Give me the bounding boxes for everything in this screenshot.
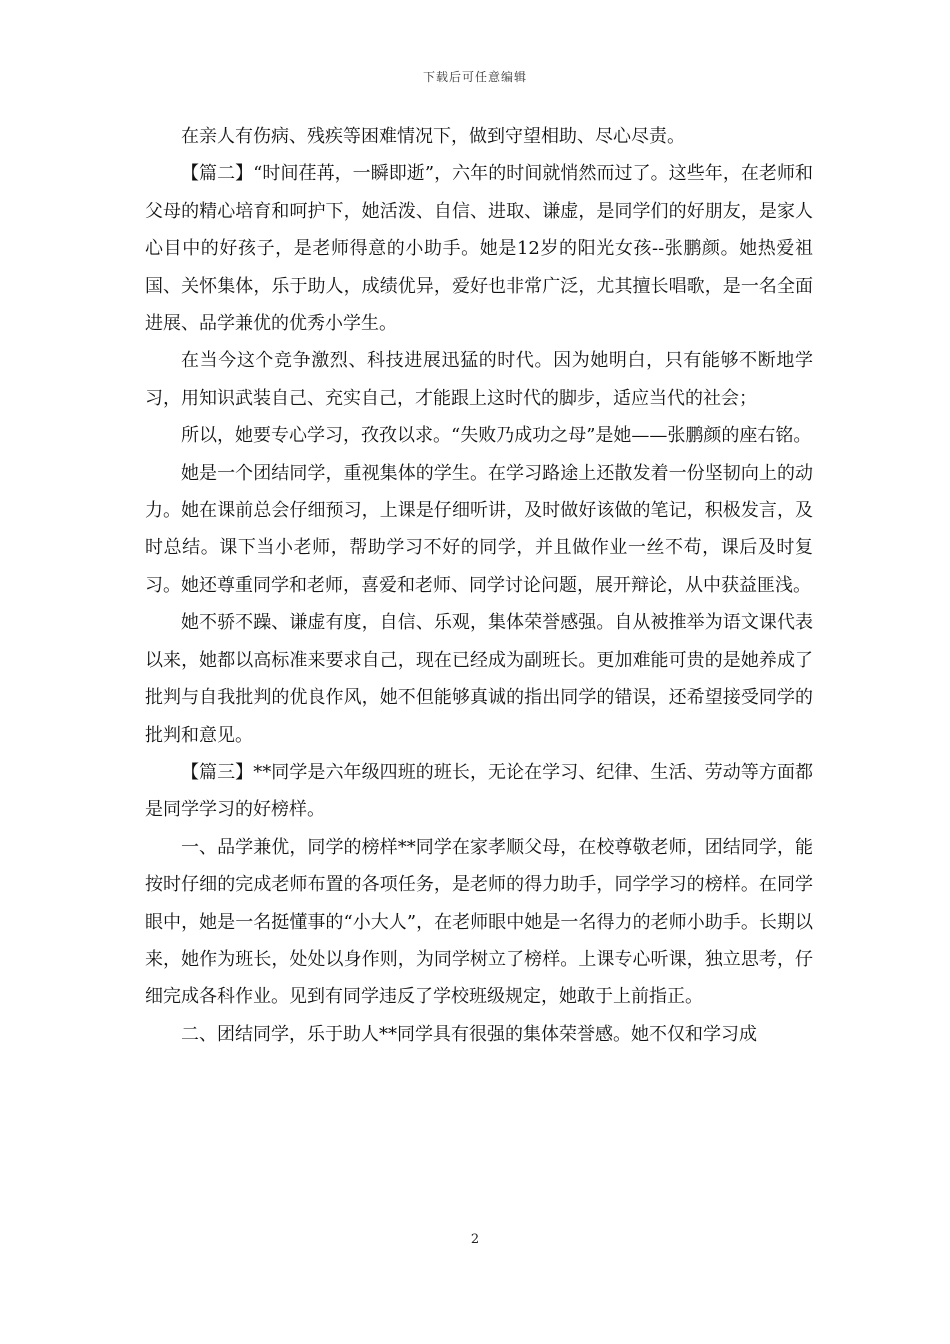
paragraph: 一、品学兼优，同学的榜样**同学在家孝顺父母，在校尊敬老师，团结同学，能按时仔细的完成老师布置的各项任务，是老师的得力助手，同学学习的榜样。在同学眼中，她是一名挺懂事的“小大人”，在老师眼中她是一名得力的老师小助手。长期以来，她作为班长，处处以身作则，为同学树立了榜样。上课专心听课，独立思考，仔细完成各科作业。见到有同学违反了学校班级规定，她敢于上前指正。 <box>145 836 813 1008</box>
paragraph: 【篇三】**同学是六年级四班的班长，无论在学习、纪律、生活、劳动等方面都是同学学习的好榜样。 <box>145 761 813 821</box>
body-text <box>145 118 813 1053</box>
running-header: 下载后可任意编辑 <box>422 70 527 84</box>
paragraph: 在亲人有伤病、残疾等困难情况下，做到守望相助、尽心尽责。 <box>181 126 685 147</box>
paragraph: 她是一个团结同学，重视集体的学生。在学习路途上还散发着一份坚韧向上的动力。她在课前总会仔细预习，上课是仔细听讲，及时做好该做的笔记，积极发言，及时总结。课下当小老师，帮助学习不好的同学，并且做作业一丝不苟，课后及时复习。她还尊重同学和老师，喜爱和老师、同学讨论问题，展开辩论，从中获益匪浅。 <box>145 462 813 596</box>
paragraph: 她不骄不躁、谦虚有度，自信、乐观，集体荣誉感强。自从被推举为语文课代表以来，她都以高标准来要求自己，现在已经成为副班长。更加难能可贵的是她养成了批判与自我批判的优良作风，她不但能够真诚的指出同学的错误，还希望接受同学的批判和意见。 <box>145 612 813 746</box>
page-number: 2 <box>470 1232 480 1247</box>
paragraph: 在当今这个竞争激烈、科技进展迅猛的时代。因为她明白，只有能够不断地学习，用知识武装自己、充实自己，才能跟上这时代的脚步，适应当代的社会； <box>145 350 813 409</box>
paragraph: 【篇二】“时间荏苒，一瞬即逝”，六年的时间就悄然而过了。这些年，在老师和父母的精心培育和呵护下，她活泼、自信、进取、谦虚，是同学们的好朋友，是家人心目中的好孩子，是老师得意的小助手。她是12岁的阳光女孩--张鹏颜。她热爱祖国、关怀集体，乐于助人，成绩优异，爱好也非常广泛，尤其擅长唱歌，是一名全面进展、品学兼优的优秀小学生。 <box>145 163 813 335</box>
paragraph: 二、团结同学，乐于助人**同学具有很强的集体荣誉感。她不仅和学习成 <box>181 1023 757 1045</box>
paragraph: 所以，她要专心学习，孜孜以求。“失败乃成功之母”是她——张鹏颜的座右铭。 <box>181 425 812 447</box>
